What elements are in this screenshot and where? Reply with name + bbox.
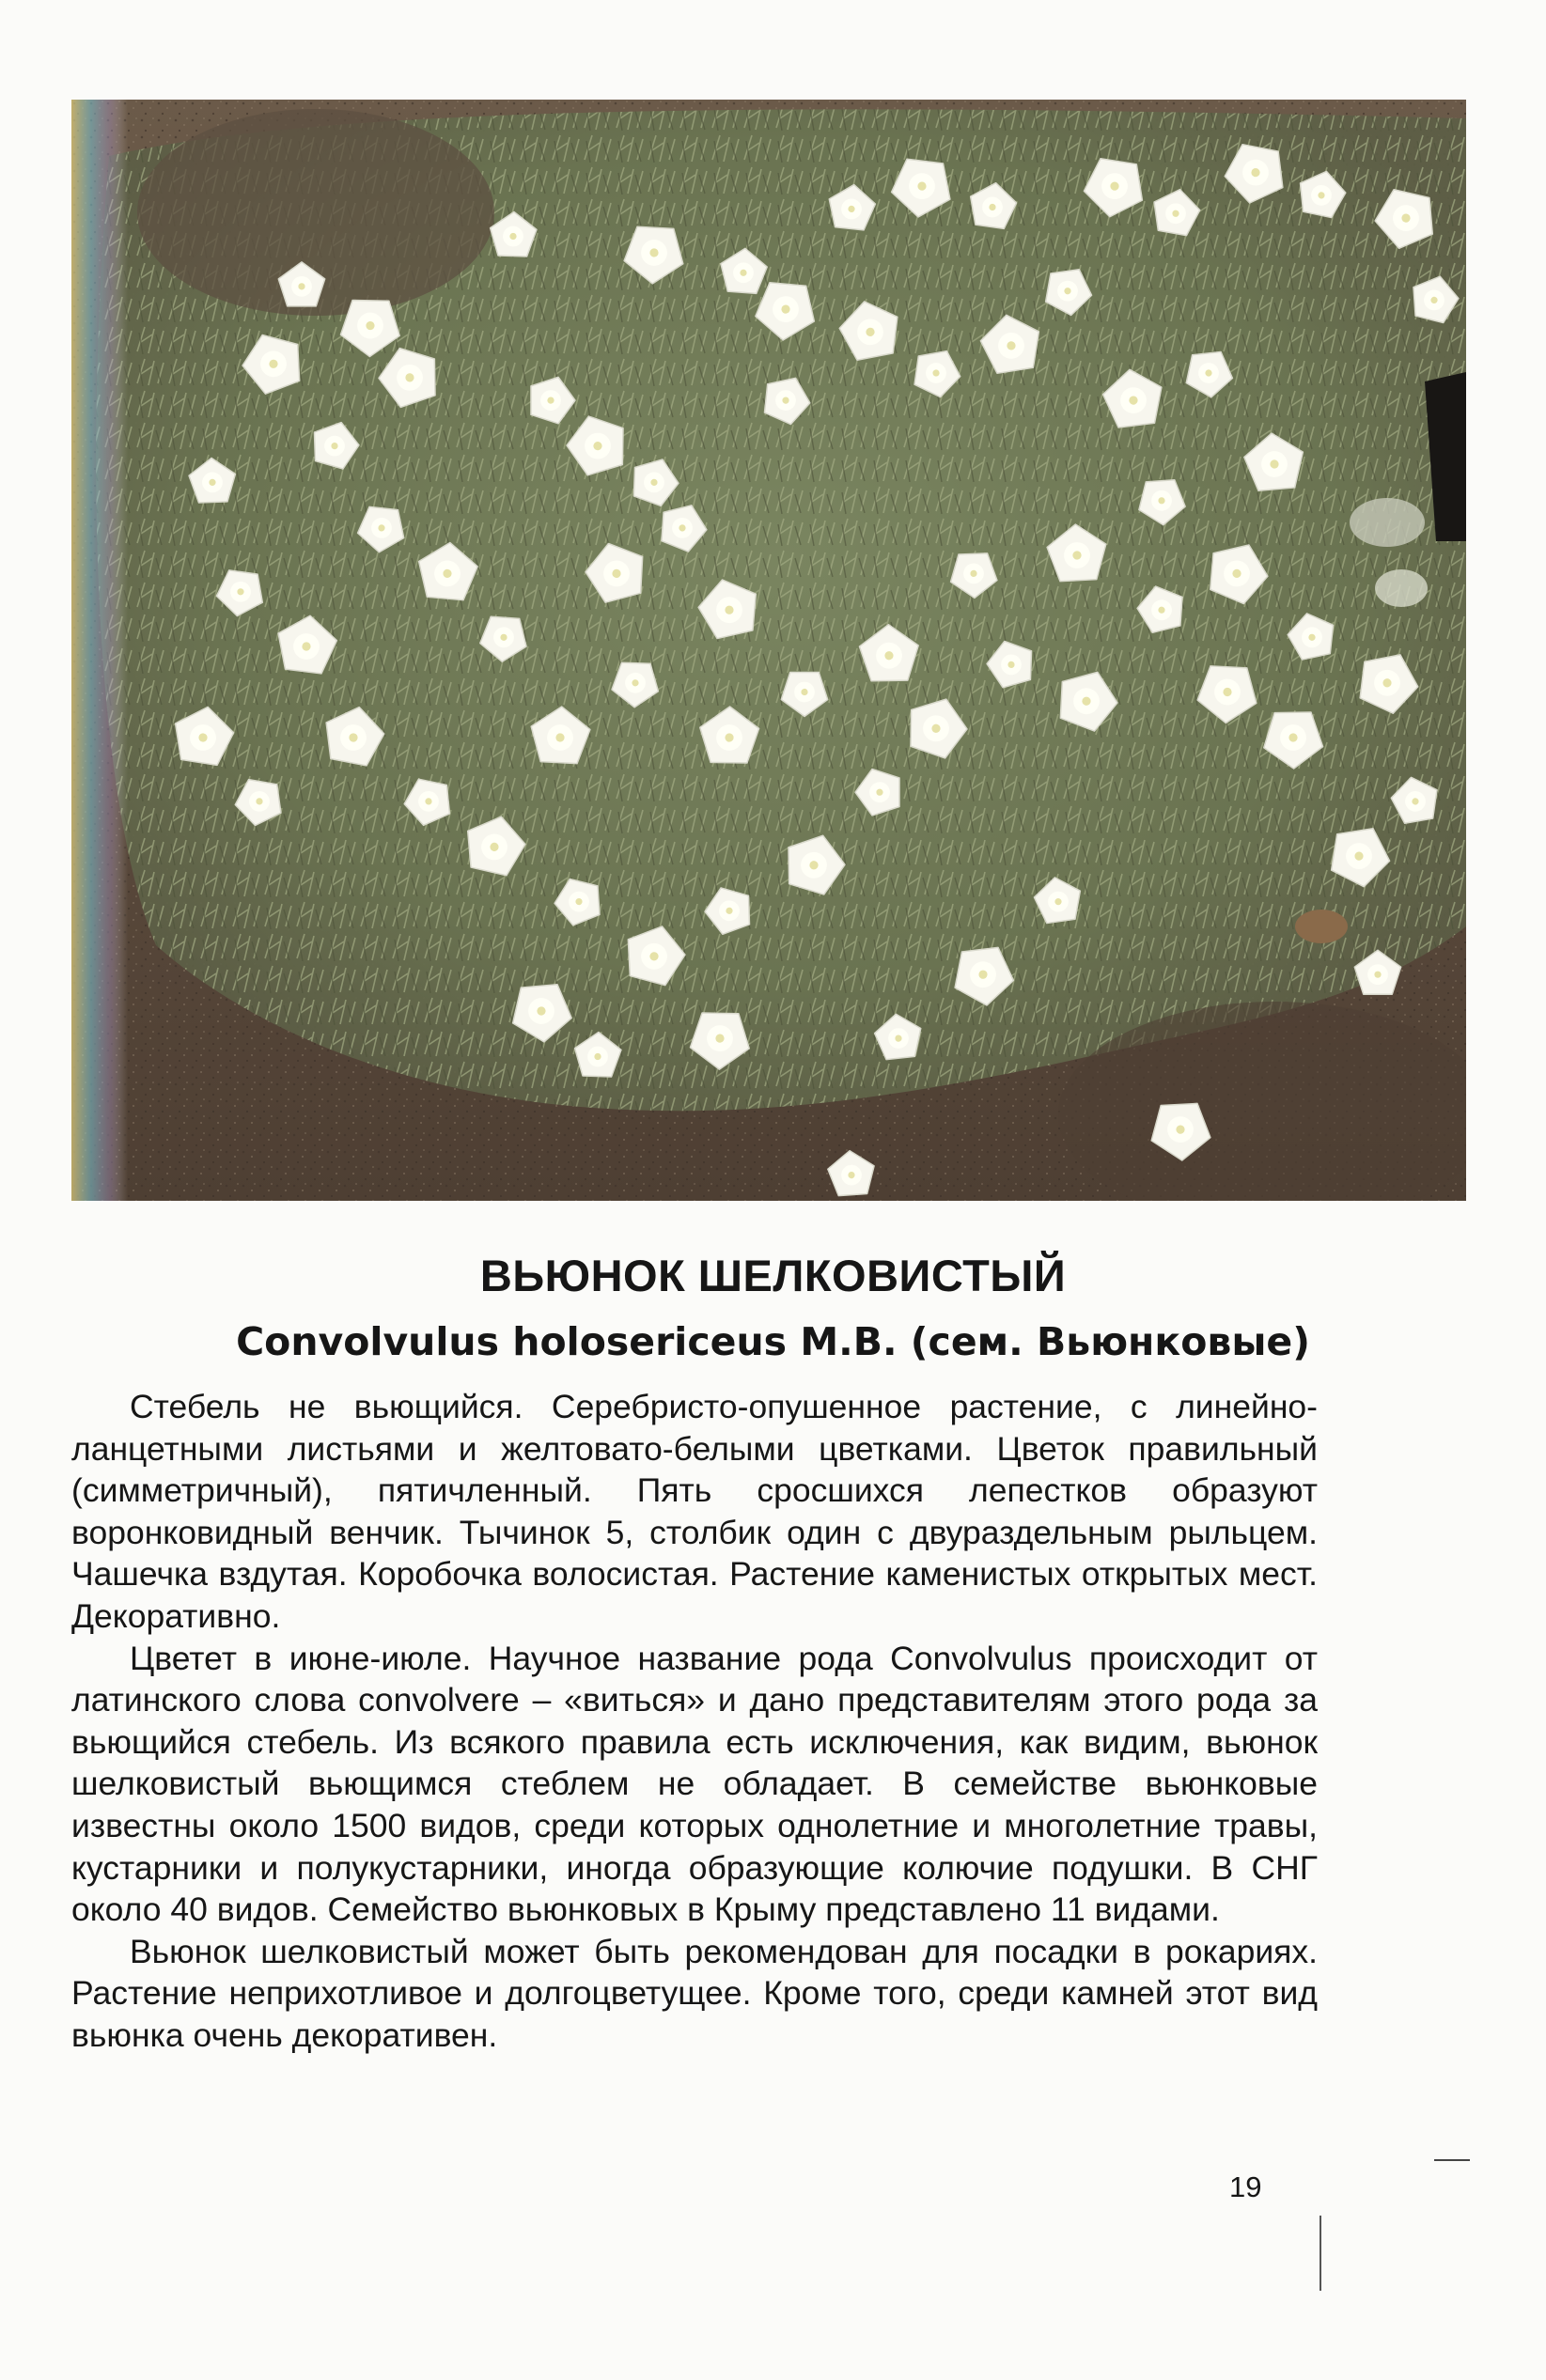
article-body	[71, 1386, 1318, 2057]
flower-photo	[71, 100, 1466, 1201]
page-title: ВЬЮНОК ШЕЛКОВИСТЫЙ	[479, 1251, 1067, 1300]
paragraph-flowering: Цветет в июне-июле. Научное название рода Convolvulus происходит от латинского слова convolvere – «виться» и дано представителям этого рода за вьющийся стебель. Из всякого правила есть исключения, как видим, вьюнок шелковистый вьющимся стеблем не обладает. В семействе вьюнковые известны около 1500 видов, среди которых однолетние и многолетние травы, кустарники и полукустарники, иногда образующие колючие подушки. В СНГ около 40 видов. Семейство вьюнковых в Крыму представлено 11 видами.	[71, 1639, 1318, 1929]
page-number: 19	[1229, 2170, 1262, 2203]
paragraph-description: Стебель не вьющийся. Серебристо-опушенное растение, с линейно-ланцетными листьями и желтовато-белыми цветками. Цветок правильный (симметричный), пятичленный. Пять сросшихся лепестков образуют воронковидный венчик. Тычинок 5, столбик один с двураздельным рыльцем. Чашечка вздутая. Коробочка волосистая. Растение каменистых открытых мест. Декоративно.	[71, 1388, 1318, 1635]
scan-edge-mark	[1320, 2216, 1321, 2291]
scan-edge-mark	[1434, 2159, 1470, 2161]
latin-name: Convolvulus holosericeus M.B. (сем. Вьюнковые)	[236, 1319, 1310, 1364]
paragraph-cultivation: Вьюнок шелковистый может быть рекомендован для посадки в рокариях. Растение неприхотливое и долгоцветущее. Кроме того, среди камней этот вид вьюнка очень декоративен.	[71, 1932, 1318, 2054]
